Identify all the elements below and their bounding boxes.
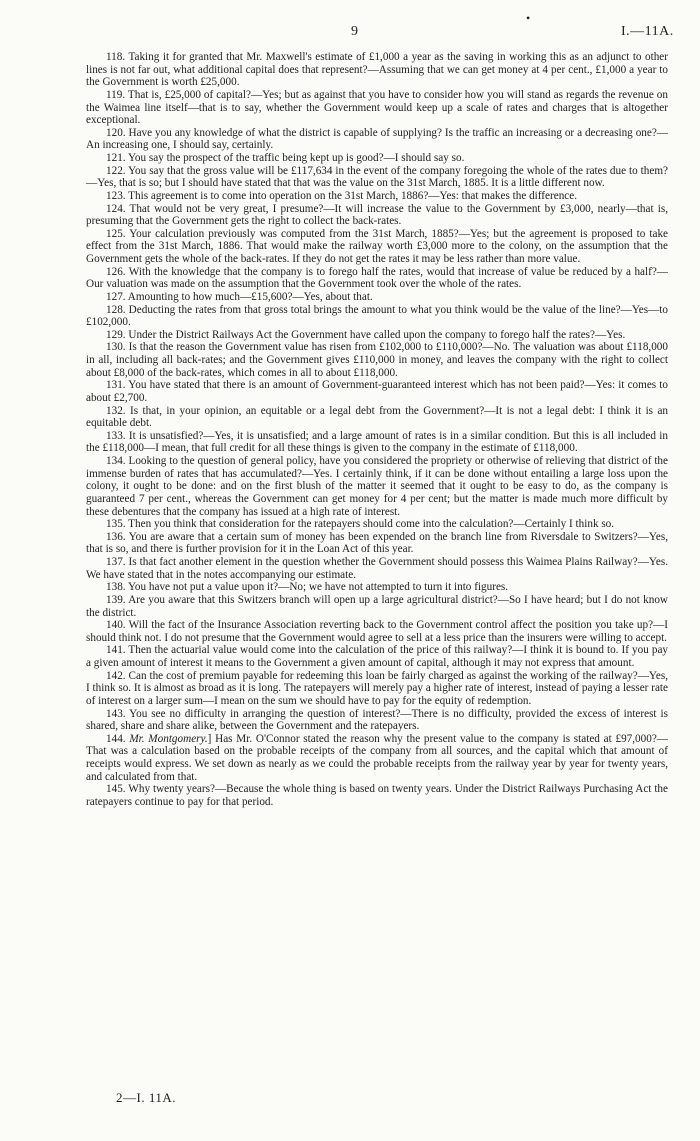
paragraph-138: 138. You have not put a value upon it?—No; we have not attempted to turn it into figures. [106, 581, 509, 594]
paragraph-143: 143. You see no difficulty in arranging the question of interest?—There is no difficulty, provided the excess of interest is shared, share and share alike, between the Government and the ratepayers. [86, 707, 668, 733]
paragraph-137: 137. Is that fact another element in the question whether the Government should possess this Waimea Plains Railway?—Yes. We have stated that in the notes accompanying our estimate. [86, 556, 668, 581]
paragraph-123: 123. This agreement is to come into operation on the 31st March, 1886?—Yes: that makes the difference. [106, 189, 578, 202]
document-reference: I.—11A. [621, 24, 674, 39]
paragraph-119: 119. That is, £25,000 of capital?—Yes; but as against that you have to consider how you will stand as regards the revenue on the Waimea line itself—that is to say, whether the Government would keep up a scale of rates and charges that is altogether exceptional. [86, 88, 668, 127]
paragraph-144-text: ] Has Mr. O'Connor stated the reason why the present value to the company is stated at £97,000?—That was a calculation based on the probable receipts of the company from all sources, and the capital which that amount of receipts would express. We set down as nearly as we could the probable receipts from the railway year by year for twenty years, and calculated from that. [86, 732, 668, 783]
paragraph-129: 129. Under the District Railways Act the Government have called upon the company to forego half the rates?—Yes. [106, 328, 626, 341]
paragraph-132: 132. Is that, in your opinion, an equitable or a legal debt from the Government?—It is not a legal debt: I think it is an equitable debt. [86, 404, 668, 430]
paragraph-136: 136. You are aware that a certain sum of money has been expended on the branch line from Riversdale to Switzers?—Yes, that is so, and there is further provision for it in the Loan Act of this year. [86, 530, 668, 556]
paragraph-133: 133. It is unsatisfied?—Yes, it is unsatisfied; and a large amount of rates is in a similar condition. But this is all included in the £118,000—I mean, that full credit for all these things is given to the company in the estimate of £118,000. [86, 429, 668, 455]
paragraph-130: 130. Is that the reason the Government value has risen from £102,000 to £110,000?—No. The valuation was about £118,000 in all, including all back-rates; and the Government gives £110,000 in money, and leaves the company with the right to collect about £8,000 of the back-rates, which comes in all to about £118,000. [86, 341, 668, 379]
paragraph-141: 141. Then the actuarial value would come into the calculation of the price of this railway?—I think it is bound to. If you pay a given amount of interest it means to the Government a given amount of capital, although it may not express that amount. [86, 644, 668, 669]
paragraph-124: 124. That would not be very great, I presume?—It will increase the value to the Government by £3,000, nearly—that is, presuming that the Government gets the right to collect the back-rates. [86, 202, 668, 228]
paragraph-126: 126. With the knowledge that the company is to forego half the rates, would that increase of value be reduced by a half?—Our valuation was made on the assumption that the Government took over the whole of the rates. [86, 265, 668, 291]
question-number: 144. [106, 732, 126, 745]
paragraph-144 [86, 733, 668, 784]
paragraph-142: 142. Can the cost of premium payable for redeeming this loan be fairly charged as against the working of the railway?—Yes, I think so. It is almost as broad as it is long. The ratepayers will merely pay a higher rate of interest, instead of paying a lesser rate of interest on a larger sum—I mean on the sum we should have to pay for the equity of redemption. [86, 669, 668, 707]
header-mark: • [526, 11, 531, 25]
evidence-text [86, 51, 668, 809]
paragraph-139: 139. Are you aware that this Switzers branch will open up a large agricultural district?—So I have heard; but I do not know the district. [86, 593, 668, 619]
paragraph-145: 145. Why twenty years?—Because the whole thing is based on twenty years. Under the District Railways Purchasing Act the ratepayers continue to pay for that period. [86, 783, 668, 808]
speaker-name: Mr. Montgomery. [129, 732, 208, 745]
paragraph-135: 135. Then you think that consideration for the ratepayers should come into the calculation?—Certainly I think so. [106, 518, 615, 531]
page-number: 9 [351, 24, 358, 39]
paragraph-131: 131. You have stated that there is an amount of Government-guaranteed interest which has not been paid?—Yes: it comes to about £2,700. [86, 379, 668, 404]
paragraph-128: 128. Deducting the rates from that gross total brings the amount to what you think would be the value of the line?—Yes—to £102,000. [86, 303, 668, 329]
paragraph-120: 120. Have you any knowledge of what the district is capable of supplying? Is the traffic an increasing or a decreasing one?—An increasing one, I should say, certainly. [86, 126, 668, 152]
footer-signature: 2—I. 11A. [116, 1090, 176, 1105]
paragraph-121: 121. You say the prospect of the traffic being kept up is good?—I should say so. [106, 152, 465, 164]
paragraph-122: 122. You say that the gross value will be £117,634 in the event of the company foregoing the whole of the rates due to them?—Yes, that is so; but I should have stated that that was the value on the 31st March, 1885. It is a little different now. [86, 164, 668, 190]
paragraph-125: 125. Your calculation previously was computed from the 31st March, 1885?—Yes; but the agreement is proposed to take effect from the 31st March, 1886. That would make the railway worth £3,000 more to the colony, on the assumption that the Government gets the whole of the back-rates. If they do not get the rates it may be less rather than more value. [86, 227, 668, 265]
paragraph-118: 118. Taking it for granted that Mr. Maxwell's estimate of £1,000 a year as the saving in working this as an adjunct to other lines is not far out, what additional capital does that represent?—Assuming that we can get money at 4 per cent., £1,000 a year to the Government is worth £25,000. [86, 51, 668, 89]
paragraph-140: 140. Will the fact of the Insurance Association reverting back to the Government control affect the position you take up?—I should think not. I do not presume that the Government would agree to sell at a less price than the insurers were willing to accept. [86, 619, 668, 644]
paragraph-127: 127. Amounting to how much—£15,600?—Yes, about that. [106, 290, 373, 303]
paragraph-134: 134. Looking to the question of general policy, have you considered the propriety or otherwise of relieving that district of the immense burden of rates that has accumulated?—Yes. I certainly think, if it can be done without entailing a large loss upon the colony, it ought to be done: and on the first blush of the matter it seemed that it ought to be easy to do, as the company is guaranteed 7 per cent., whereas the Government can get money for 4 per cent; but the matter is made much more difficult by these debentures that the company has issued at a high rate of interest. [86, 455, 668, 518]
